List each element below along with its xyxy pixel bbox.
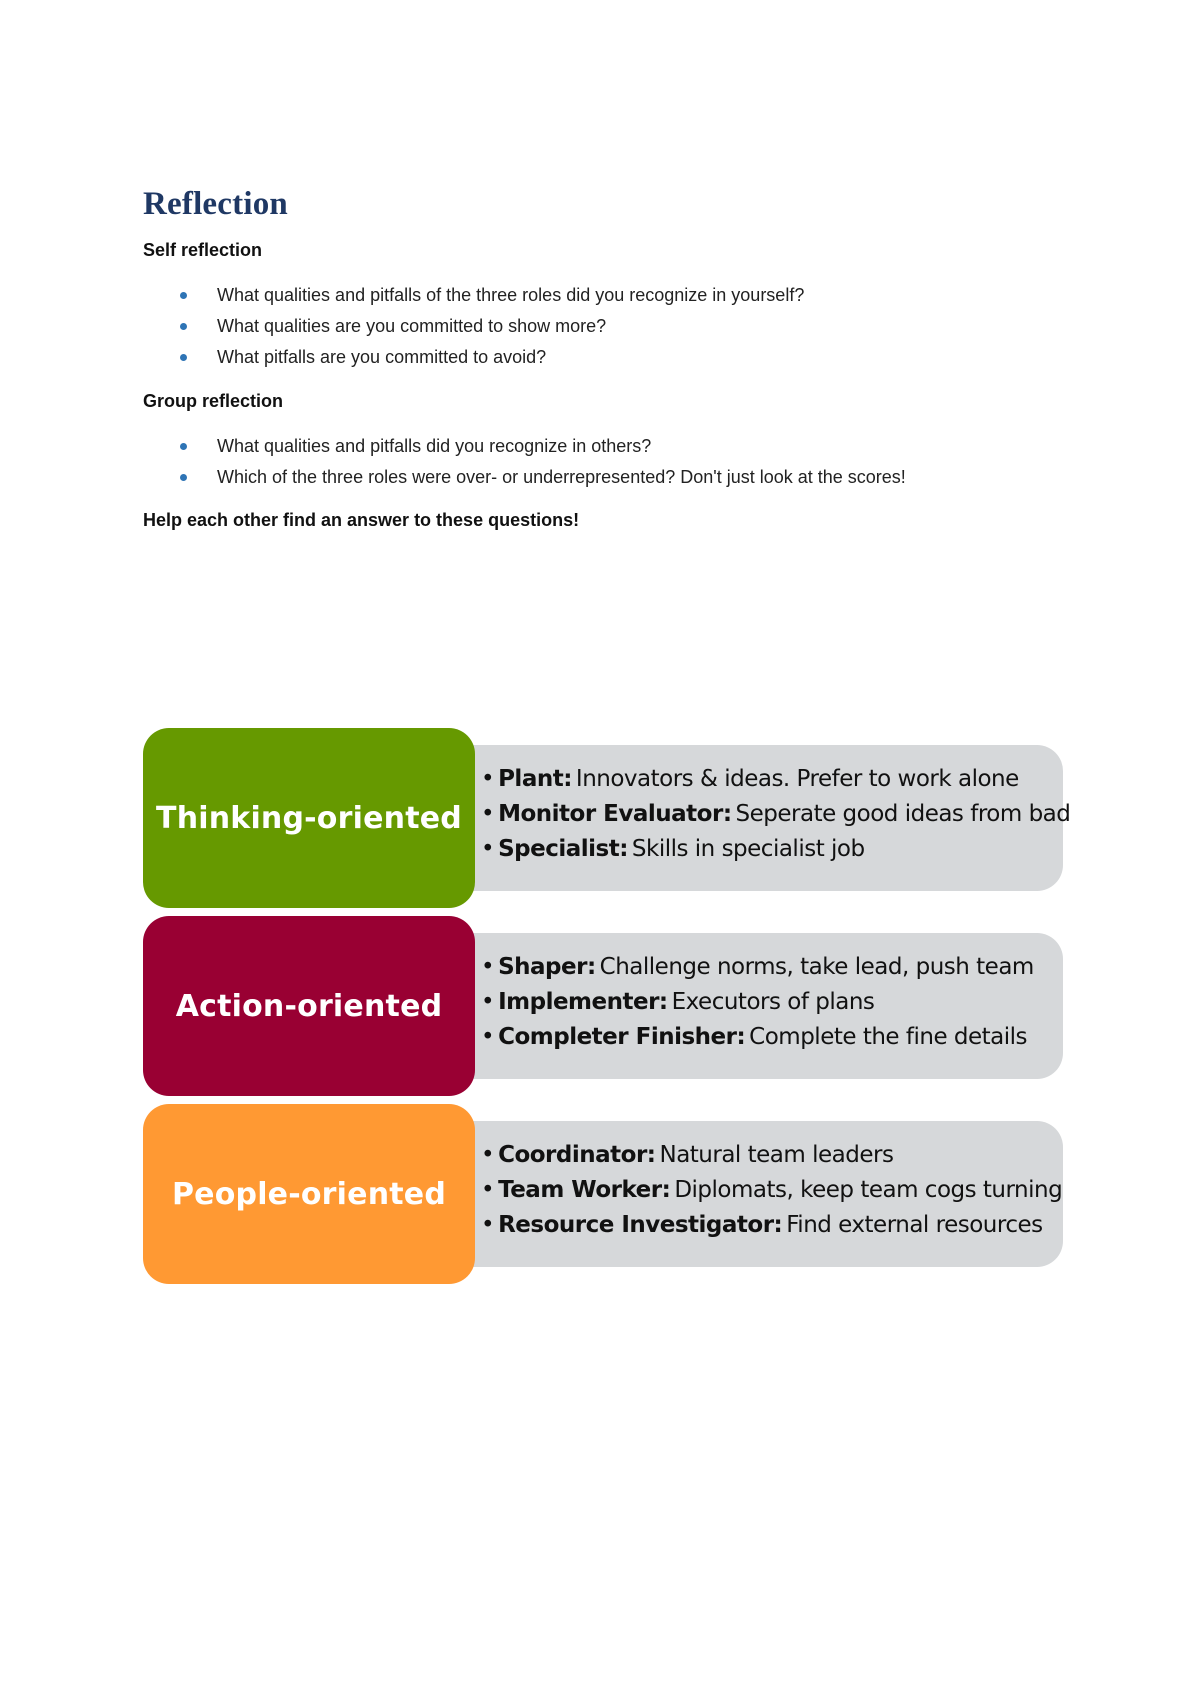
list-item: What pitfalls are you committed to avoid? [143, 342, 804, 373]
role-label-box: People-oriented [143, 1104, 475, 1284]
list-item: What qualities and pitfalls of the three roles did you recognize in yourself? [143, 280, 804, 311]
role-items-list [481, 950, 1034, 1055]
list-item: Which of the three roles were over- or underrepresented? Don't just look at the scores! [143, 462, 906, 493]
role-item: • Resource Investigator: Find external resources [481, 1212, 1043, 1238]
closing-instruction: Help each other find an answer to these questions! [143, 510, 580, 530]
bullet-icon [180, 443, 187, 450]
role-item: • Team Worker: Diplomats, keep team cogs turning [481, 1177, 1063, 1203]
self-reflection-heading: Self reflection [143, 240, 263, 260]
role-item: • Plant: Innovators & ideas. Prefer to work alone [481, 766, 1019, 792]
role-items-list [481, 1138, 1062, 1243]
bullet-icon [180, 323, 187, 330]
role-item: • Implementer: Executors of plans [481, 989, 875, 1015]
role-label-box: Thinking-oriented [143, 728, 475, 908]
role-item: • Specialist: Skills in specialist job [481, 836, 865, 862]
role-item: • Completer Finisher: Complete the fine details [481, 1024, 1028, 1050]
bullet-icon [180, 474, 187, 481]
role-item: • Coordinator: Natural team leaders [481, 1142, 894, 1168]
self-reflection-list [143, 280, 804, 373]
list-item: What qualities and pitfalls did you recognize in others? [143, 431, 906, 462]
bullet-icon [180, 292, 187, 299]
role-group-thinking [143, 728, 1071, 908]
group-reflection-list [143, 431, 906, 493]
role-group-people [143, 1104, 1063, 1284]
role-items-list [481, 762, 1070, 867]
role-item: • Monitor Evaluator: Seperate good ideas from bad [481, 801, 1071, 827]
bullet-icon [180, 354, 187, 361]
page-title: Reflection [143, 186, 288, 222]
role-item: • Shaper: Challenge norms, take lead, push team [481, 954, 1034, 980]
group-reflection-heading: Group reflection [143, 391, 284, 411]
role-label-box: Action-oriented [143, 916, 475, 1096]
list-item: What qualities are you committed to show more? [143, 311, 804, 342]
role-group-action [143, 916, 1063, 1096]
